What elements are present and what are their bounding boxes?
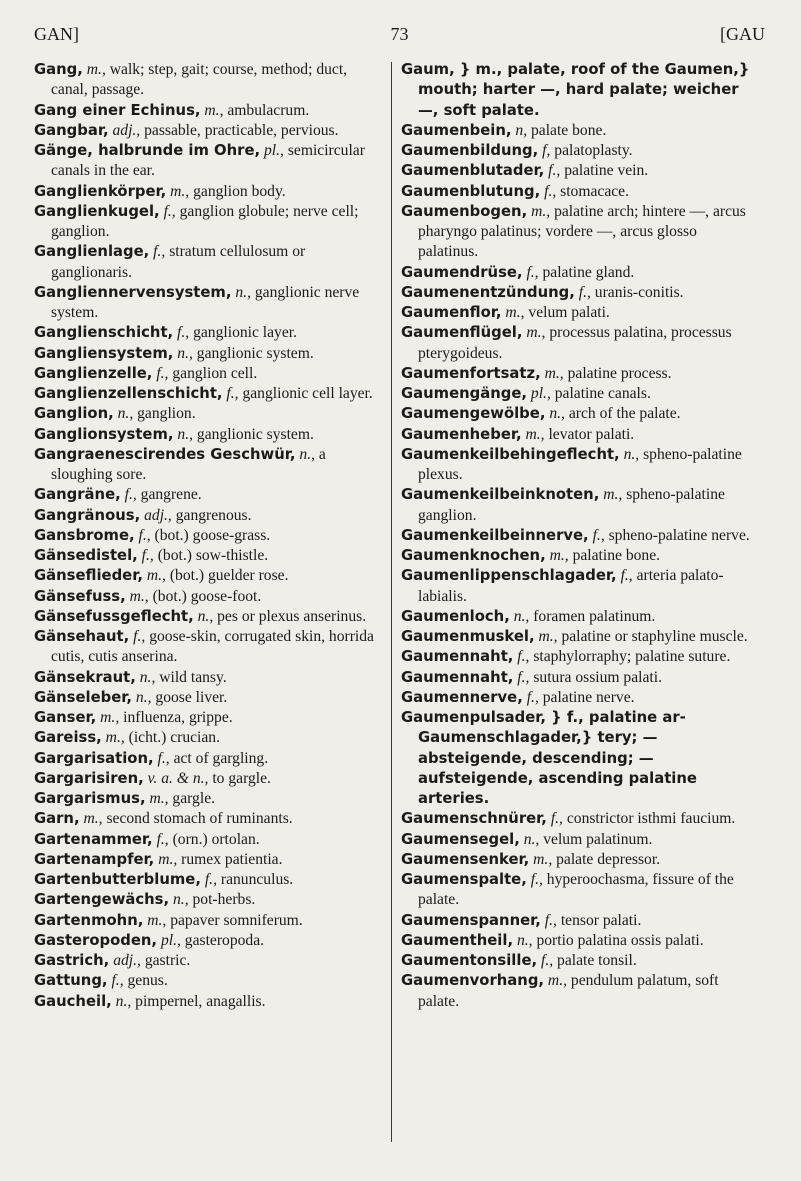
dictionary-entry [401,850,757,870]
entry-headword: Gaumenkeilbehingeflecht, [401,445,620,463]
entry-grammar: f, [538,142,551,159]
entry-grammar: n., [132,688,152,706]
entry-grammar: f., [222,385,239,402]
dictionary-entry [401,526,757,546]
column-divider [391,62,392,1142]
entry-definition: portio palatina ossis palati. [532,931,704,949]
entry-headword: Gänsefussgeflecht, [34,607,194,625]
dictionary-entry [401,141,757,161]
entry-definition: ganglionic layer. [189,324,298,342]
entry-grammar: f., [152,830,169,848]
dictionary-entry [34,404,386,424]
entry-definition: palate bone. [527,121,607,139]
entry-definition: arch of the palate. [564,405,681,423]
entry-definition: gangrenous. [171,506,252,524]
entry-headword: Gangräne, [34,486,121,504]
entry-headword: Ganglienkörper, [34,182,167,200]
entry-definition: (bot.) goose-grass. [150,526,271,544]
dictionary-entry [34,566,386,586]
entry-grammar: f., [200,871,217,888]
entry-definition: uranis-conitis. [590,283,684,301]
entry-headword: Gaumenloch, [401,607,510,625]
dictionary-entry [34,182,386,202]
dictionary-entry [401,121,757,141]
dictionary-entry [34,708,386,728]
entry-headword: Gartenbutterblume, [34,871,201,888]
entry-headword: Gargarismus, [34,790,146,807]
entry-definition: second stomach of ruminants. [102,810,293,828]
page-number: 73 [390,24,409,44]
entry-grammar: f., [129,628,146,645]
entry-grammar: f., [540,182,557,200]
entry-definition: ganglionic nerve system. [51,283,360,321]
page-header [34,24,765,46]
entry-grammar: m., [522,324,546,342]
entry-definition: walk; step, gait; course, method; duct, canal, passage. [51,61,348,99]
entry-headword: Garn, [34,810,80,828]
dictionary-entry [34,809,386,829]
entry-headword: Gangraenescirendes Geschwür, [34,445,296,463]
entry-definition: hyperoochasma, fissure of the palate. [418,871,734,909]
entry-headword: Gaumenheber, [401,425,522,443]
entry-headword: Gaumengänge, [401,385,528,402]
entry-grammar: m., [599,486,623,504]
entry-grammar: f., [173,324,190,342]
dictionary-entry [34,101,386,121]
dictionary-entry [34,992,386,1012]
entry-headword: Gaumendrüse, [401,263,523,281]
entry-definition: (bot.) guelder rose. [165,567,289,585]
entry-definition: palatine gland. [538,263,635,281]
dictionary-entry [401,425,757,445]
dictionary-entry [401,971,757,1012]
entry-grammar: m., [101,729,125,747]
entry-definition: levator palati. [544,425,635,443]
entry-grammar: f., [149,243,166,261]
entry-definition: spheno-palatine ganglion. [418,486,725,524]
dictionary-entry [401,445,757,486]
entry-headword: Gang einer Echinus, [34,101,201,119]
entry-headword: Gaumenspalte, [401,871,527,888]
entry-grammar: adj., [140,506,172,524]
entry-definition: (bot.) sow-thistle. [153,547,269,564]
dictionary-entry [34,931,386,951]
entry-grammar: m., [545,547,569,564]
entry-definition: stomacace. [556,182,629,200]
entry-headword: Gastrich, [34,952,110,969]
entry-definition: velum palati. [524,304,610,321]
entry-grammar: f., [616,567,633,585]
entry-grammar: n., [113,405,134,423]
entry-definition: palatine process. [563,364,672,382]
entry-definition: palatoplasty. [550,142,633,159]
entry-headword: Gänseflieder, [34,567,143,585]
dictionary-entry [401,202,757,263]
entry-headword: Gasteropoden, [34,931,158,949]
dictionary-entry [401,951,757,971]
dictionary-entry [34,141,386,182]
dictionary-entry [34,242,386,283]
entry-definition: (bot.) goose-foot. [148,587,262,605]
dictionary-entry [401,911,757,931]
left-column [34,60,386,1012]
entry-headword: Gaumennaht, [401,648,514,666]
entry-definition: ranunculus. [216,871,294,888]
entry-headword: Ganser, [34,709,97,726]
entry-headword: Gänsehaut, [34,628,130,645]
dictionary-entry [34,526,386,546]
entry-definition: ganglion body. [189,182,286,200]
dictionary-entry [34,728,386,748]
entry-definition: palatine canals. [550,385,651,402]
entry-definition: pimpernel, anagallis. [131,992,266,1010]
dictionary-entry [34,506,386,526]
entry-grammar: m., [79,810,103,828]
dictionary-entry [401,303,757,323]
dictionary-entry [401,60,757,121]
dictionary-entry [401,182,757,202]
entry-headword: Gaumenlippenschlagader, [401,567,617,585]
entry-headword: Gaumenknochen, [401,547,546,564]
entry-headword: Gaumenschnürer, [401,810,547,828]
entry-definition: tensor palati. [556,911,642,929]
entry-headword: Gargarisation, [34,749,154,767]
dictionary-entry [401,546,757,566]
dictionary-entry [401,809,757,829]
entry-definition: ganglionic cell layer. [238,385,373,402]
entry-definition: ganglion cell. [168,364,258,382]
dictionary-entry [34,749,386,769]
entry-headword: Gaumennaht, [401,668,514,686]
entry-grammar: n., [111,992,132,1010]
entry-headword: Gaumenfortsatz, [401,364,541,382]
entry-headword: Ganglienzelle, [34,364,153,382]
entry-headword: Gartengewächs, [34,891,170,909]
dictionary-entry [401,364,757,384]
entry-grammar: f., [152,364,169,382]
entry-headword: Gaumenflügel, [401,324,523,342]
dictionary-entry [401,384,757,404]
entry-grammar: f., [153,749,170,767]
entry-grammar: m., [125,587,149,605]
entry-definition: staphylorraphy; palatine suture. [529,648,731,666]
entry-definition: arteria palato-labialis. [418,567,724,605]
entry-definition: pot-herbs. [188,891,256,909]
entry-headword: Gänsedistel, [34,547,138,564]
entry-definition: palate depressor. [552,850,661,868]
entry-grammar: m., [544,972,567,990]
dictionary-entry [34,607,386,627]
entry-definition: stratum cellulosum or ganglionaris. [51,243,306,281]
entry-grammar: m., [540,364,564,382]
entry-headword: Gaumennerve, [401,688,523,706]
dictionary-entry [34,870,386,890]
entry-headword: Gaumensenker, [401,850,530,868]
entry-headword: Ganglion, [34,405,114,423]
entry-grammar: v. a. & n., [143,769,209,787]
entry-grammar: f., [120,486,137,504]
entry-definition: velum palatinum. [539,830,653,848]
entry-grammar: adj., [108,121,141,139]
entry-grammar: f., [513,668,530,686]
entry-headword: Ganglienlage, [34,243,150,261]
entry-grammar: adj., [109,952,141,969]
entry-definition: act of gargling. [169,749,269,767]
entry-definition: passable, practicable, pervious. [140,121,339,139]
entry-grammar: f., [159,202,176,220]
entry-headword: Gaumenkeilbeinknoten, [401,486,600,504]
entry-definition: pendulum palatum, soft palate. [418,972,719,1010]
entry-grammar: f., [574,283,591,301]
entry-grammar: n., [619,445,640,463]
entry-grammar: m., [166,182,190,200]
entry-definition: processus palatina, processus pterygoideus. [418,324,732,362]
dictionary-entry [34,769,386,789]
entry-grammar: m., [145,790,169,807]
dictionary-entry [34,890,386,910]
entry-grammar: n., [173,344,193,362]
entry-grammar: f., [134,526,151,544]
entry-definition: (icht.) crucian. [124,729,220,747]
entry-headword: Gareiss, [34,729,102,747]
entry-definition: genus. [123,972,168,990]
dictionary-entry [34,323,386,343]
entry-grammar: n., [513,931,533,949]
entry-headword: Gangliennervensystem, [34,283,232,301]
dictionary-entry [401,627,757,647]
dictionary-entry [34,384,386,404]
entry-grammar: m., [82,61,106,78]
entry-definition: a sloughing sore. [51,445,326,483]
entry-grammar: n., [169,891,189,909]
entry-grammar: m., [200,101,224,119]
dictionary-entry [34,789,386,809]
entry-definition: foramen palatinum. [529,607,656,625]
entry-definition: palatine or staphyline muscle. [557,628,748,645]
dictionary-entry [34,202,386,243]
dictionary-entry [401,708,757,809]
dictionary-entry [34,627,386,668]
entry-definition: ganglion globule; nerve cell; ganglion. [51,202,359,240]
entry-grammar: f., [526,871,543,888]
dictionary-entry [34,911,386,931]
dictionary-entry [34,850,386,870]
entry-grammar: m., [527,202,551,220]
entry-headword: Gaumenbein, [401,121,512,139]
header-guide-word-right: [GAU [720,24,765,44]
entry-definition: palatine nerve. [538,688,635,706]
entry-headword: Gangbar, [34,121,109,139]
entry-grammar: m., [96,709,120,726]
entry-headword: Gänsefuss, [34,587,126,605]
entry-definition: wild tansy. [155,668,227,686]
entry-headword: Ganglienschicht, [34,324,174,342]
entry-definition: semicircular canals in the ear. [51,142,365,180]
entry-grammar: f., [537,952,554,969]
dictionary-entry [34,344,386,364]
entry-definition: gasteropoda. [180,931,265,949]
entry-headword: Gaumenflor, [401,304,502,321]
entry-grammar: n., [545,405,565,423]
entry-definition: (orn.) ortolan. [168,830,260,848]
entry-definition: ganglionic system. [193,425,314,443]
dictionary-entry [401,161,757,181]
dictionary-entry [34,951,386,971]
dictionary-entry [34,971,386,991]
entry-headword: Gaumenvorhang, [401,972,545,990]
entry-grammar: n., [519,830,540,848]
entry-grammar: f., [540,911,557,929]
entry-headword: Gattung, [34,972,108,990]
entry-grammar: n., [295,445,315,463]
dictionary-entry [401,283,757,303]
dictionary-entry [34,121,386,141]
entry-grammar: f., [588,526,605,544]
dictionary-entry [401,688,757,708]
dictionary-entry [34,445,386,486]
entry-definition: gastric. [140,952,191,969]
entry-definition: influenza, grippe. [119,709,233,726]
entry-headword: Gänge, halbrunde im Ohre, [34,142,261,159]
entry-definition: ambulacrum. [223,101,310,119]
dictionary-entry [401,263,757,283]
entry-headword: Ganglionsystem, [34,425,174,443]
entry-grammar: f., [513,648,530,666]
entry-definition: papaver somniferum. [166,911,303,929]
entry-headword: Gaucheil, [34,992,112,1010]
dictionary-entry [401,830,757,850]
entry-definition: constrictor isthmi faucium. [562,810,736,828]
entry-grammar: m., [142,567,166,585]
entry-headword: Gänsekraut, [34,668,136,686]
entry-definition: goose liver. [151,688,228,706]
entry-grammar: f., [522,263,539,281]
dictionary-entry [401,566,757,607]
entry-headword: Gang, [34,61,83,78]
entry-headword: Ganglienkugel, [34,202,160,220]
entry-grammar: f., [107,972,124,990]
dictionary-entry [34,283,386,324]
entry-grammar: n., [509,607,530,625]
entry-headword: Gargarisiren, [34,769,144,787]
entry-headword: Gansbrome, [34,526,135,544]
entry-headword: Ganglienzellenschicht, [34,385,223,402]
dictionary-entry [401,404,757,424]
entry-headword: Gaumenspanner, [401,911,541,929]
dictionary-entry [34,830,386,850]
entry-definition: to gargle. [208,769,271,787]
dictionary-entry [401,323,757,364]
entry-grammar: m., [143,911,167,929]
dictionary-entry [34,485,386,505]
entry-headword: Gaumensegel, [401,830,520,848]
entry-grammar: f., [546,810,563,828]
entry-headword: Gaumenblutung, [401,182,541,200]
entry-grammar: m., [521,425,545,443]
entry-headword: Gartenmohn, [34,911,144,929]
entry-definition: palate tonsil. [553,952,637,969]
entry-grammar: f., [544,162,561,180]
entry-grammar: n., [173,425,194,443]
entry-definition: ganglionic system. [192,344,314,362]
entry-definition: palatine vein. [560,162,649,180]
dictionary-entry [401,668,757,688]
entry-definition: gangrene. [136,486,202,504]
entry-grammar: m., [154,850,178,868]
header-guide-word-left: GAN] [34,24,79,44]
dictionary-entry [401,647,757,667]
dictionary-entry [34,60,386,101]
entry-definition: rumex patientia. [177,850,283,868]
right-column [401,60,757,1012]
entry-definition: goose-skin, corrugated skin, horrida cutis, cutis anserina. [51,628,374,666]
entry-headword: Gaumentonsille, [401,952,538,969]
entry-grammar: f., [522,688,539,706]
entry-headword: Gartenampfer, [34,850,155,868]
entry-headword: Gaumenblutader, [401,162,545,180]
entry-headword: Gangränous, [34,506,141,524]
entry-definition: spheno-palatine nerve. [604,526,750,544]
entry-definition: palatine arch; hintere —, arcus pharyngo palatinus; vordere —, arcus glosso palatinus. [418,202,746,261]
entry-headword: Gaumenbogen, [401,202,528,220]
entry-headword: Gaumenkeilbeinnerve, [401,526,589,544]
entry-grammar: f., [137,547,154,564]
entry-grammar: m., [534,628,558,645]
dictionary-entry [401,485,757,526]
dictionary-entry [34,688,386,708]
entry-grammar: n., [193,607,214,625]
entry-headword: Gaumengewölbe, [401,405,546,423]
entry-headword: Gangliensystem, [34,344,174,362]
entry-grammar: n., [135,668,156,686]
entry-headword: Gaumenmuskel, [401,628,535,645]
dictionary-entry [34,668,386,688]
entry-headword: Gaumenentzündung, [401,283,575,301]
entry-grammar: pl., [157,931,181,949]
entry-grammar: m., [529,850,553,868]
dictionary-entry [401,931,757,951]
entry-grammar: m., [501,304,525,321]
dictionary-entry [401,607,757,627]
entry-definition: sutura ossium palati. [529,668,662,686]
entry-definition: ganglion. [133,405,196,423]
entry-headword: Gaum, } m., palate, roof of the Gaumen,} mouth; harter —, hard palate; weicher —, soft palate. [401,61,750,119]
dictionary-entry [401,870,757,911]
entry-grammar: n., [231,283,251,301]
entry-grammar: n, [511,121,528,139]
dictionary-entry [34,587,386,607]
entry-headword: Gaumenpulsader, } f., palatine ar- Gaumenschlagader,} tery; — absteigende, descending; — aufsteigende, ascending palatine arteries. [401,709,697,807]
entry-definition: spheno-palatine plexus. [418,445,742,483]
dictionary-entry [34,364,386,384]
dictionary-entry [34,425,386,445]
entry-definition: palatine bone. [568,547,661,564]
entry-headword: Gänseleber, [34,688,132,706]
entry-grammar: pl., [260,142,284,159]
entry-grammar: pl., [527,385,551,402]
dictionary-entry [34,546,386,566]
entry-definition: pes or plexus anserinus. [213,607,367,625]
entry-headword: Gartenammer, [34,830,153,848]
entry-headword: Gaumentheil, [401,931,514,949]
entry-headword: Gaumenbildung, [401,142,539,159]
entry-definition: gargle. [168,790,216,807]
